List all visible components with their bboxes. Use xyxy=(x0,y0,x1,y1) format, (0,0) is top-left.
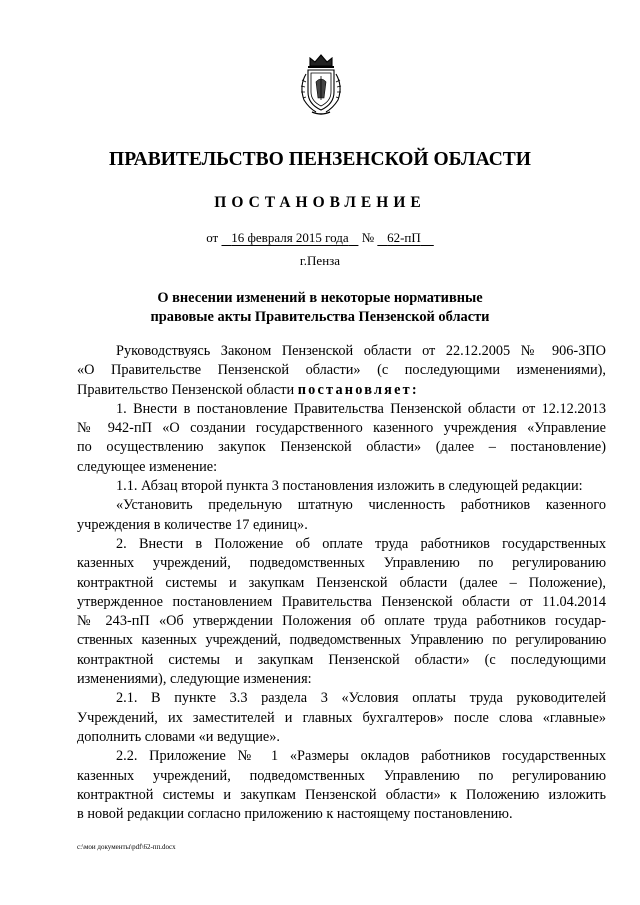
number-sign: № xyxy=(361,230,375,245)
body-line: 2.2. Приложение № 1 «Размеры окладов работников государственных xyxy=(116,748,606,765)
body-line: Учреждений, их заместителей и главных бухгалтеров» после слова «главные» xyxy=(77,709,606,726)
body-line: № 243-пП «Об утверждении Положения об оплате труда работников государ- xyxy=(77,613,606,630)
body-line: № 942-пП «О создании государственного казенного учреждения «Управление xyxy=(77,420,606,437)
body-line: «Установить предельную штатную численность работников казенного xyxy=(116,497,606,514)
body-line: ственных казенных учреждений, подведомственных Управлению по регулированию xyxy=(77,632,606,649)
body-line: Руководствуясь Законом Пензенской области от 22.12.2005 № 906-ЗПО xyxy=(116,343,606,359)
organization-title: ПРАВИТЕЛЬСТВО ПЕНЗЕНСКОЙ ОБЛАСТИ xyxy=(109,149,531,170)
body-line: по осуществлению закупок Пензенской области» (далее – постановление) xyxy=(77,439,606,456)
document-date: 16 февраля 2015 года xyxy=(231,230,349,245)
body-line: Правительство Пензенской области постановляет: xyxy=(77,381,419,398)
date-prefix: от xyxy=(206,230,219,245)
document-type: ПОСТАНОВЛЕНИЕ xyxy=(214,194,426,211)
document-body xyxy=(77,342,606,824)
decree-keyword: постановляет: xyxy=(297,381,419,398)
body-line: изменениями), следующие изменения: xyxy=(77,671,312,688)
file-path-footer: c:\мои документы\pdf\62-пп.docx xyxy=(77,843,176,851)
body-line: дополнить словами «и ведущие». xyxy=(77,728,280,745)
body-line: контрактной системы и закупкам Пензенской области» к Положению изложить xyxy=(77,786,606,803)
body-line: контрактной системы и закупкам Пензенской области» (с последующими xyxy=(77,651,606,668)
date-number-line xyxy=(0,230,640,246)
body-line: 2.1. В пункте 3.3 раздела 3 «Условия оплаты труда руководителей xyxy=(116,690,606,707)
body-line: в новой редакции согласно приложению к настоящему постановлению. xyxy=(77,806,513,823)
body-line: 2. Внести в Положение об оплате труда работников государственных xyxy=(116,535,606,552)
body-line: утвержденное постановлением Правительства Пензенской области от 11.04.2014 xyxy=(77,593,606,610)
document-subject xyxy=(0,289,640,327)
body-line: учреждения в количестве 17 единиц». xyxy=(77,516,308,533)
body-line: следующее изменение: xyxy=(77,458,218,475)
coat-of-arms-icon xyxy=(296,52,346,116)
body-line: контрактной системы и закупкам Пензенской области (далее – Положение), xyxy=(77,574,606,591)
body-line: 1.1. Абзац второй пункта 3 постановления изложить в следующей редакции: xyxy=(116,478,583,495)
body-line: казенных учреждений, подведомственных Управлению по регулированию xyxy=(77,555,606,572)
city: г.Пенза xyxy=(299,253,341,268)
subject-line: О внесении изменений в некоторые нормативные xyxy=(157,290,483,306)
document-number: 62-пП xyxy=(387,230,421,245)
body-line: 1. Внести в постановление Правительства Пензенской области от 12.12.2013 xyxy=(116,400,606,417)
subject-line: правовые акты Правительства Пензенской области xyxy=(150,309,490,325)
body-line: казенных учреждений, подведомственных Управлению по регулированию xyxy=(77,767,606,784)
body-line: «О Правительстве Пензенской области» (с последующими изменениями), xyxy=(77,362,606,379)
